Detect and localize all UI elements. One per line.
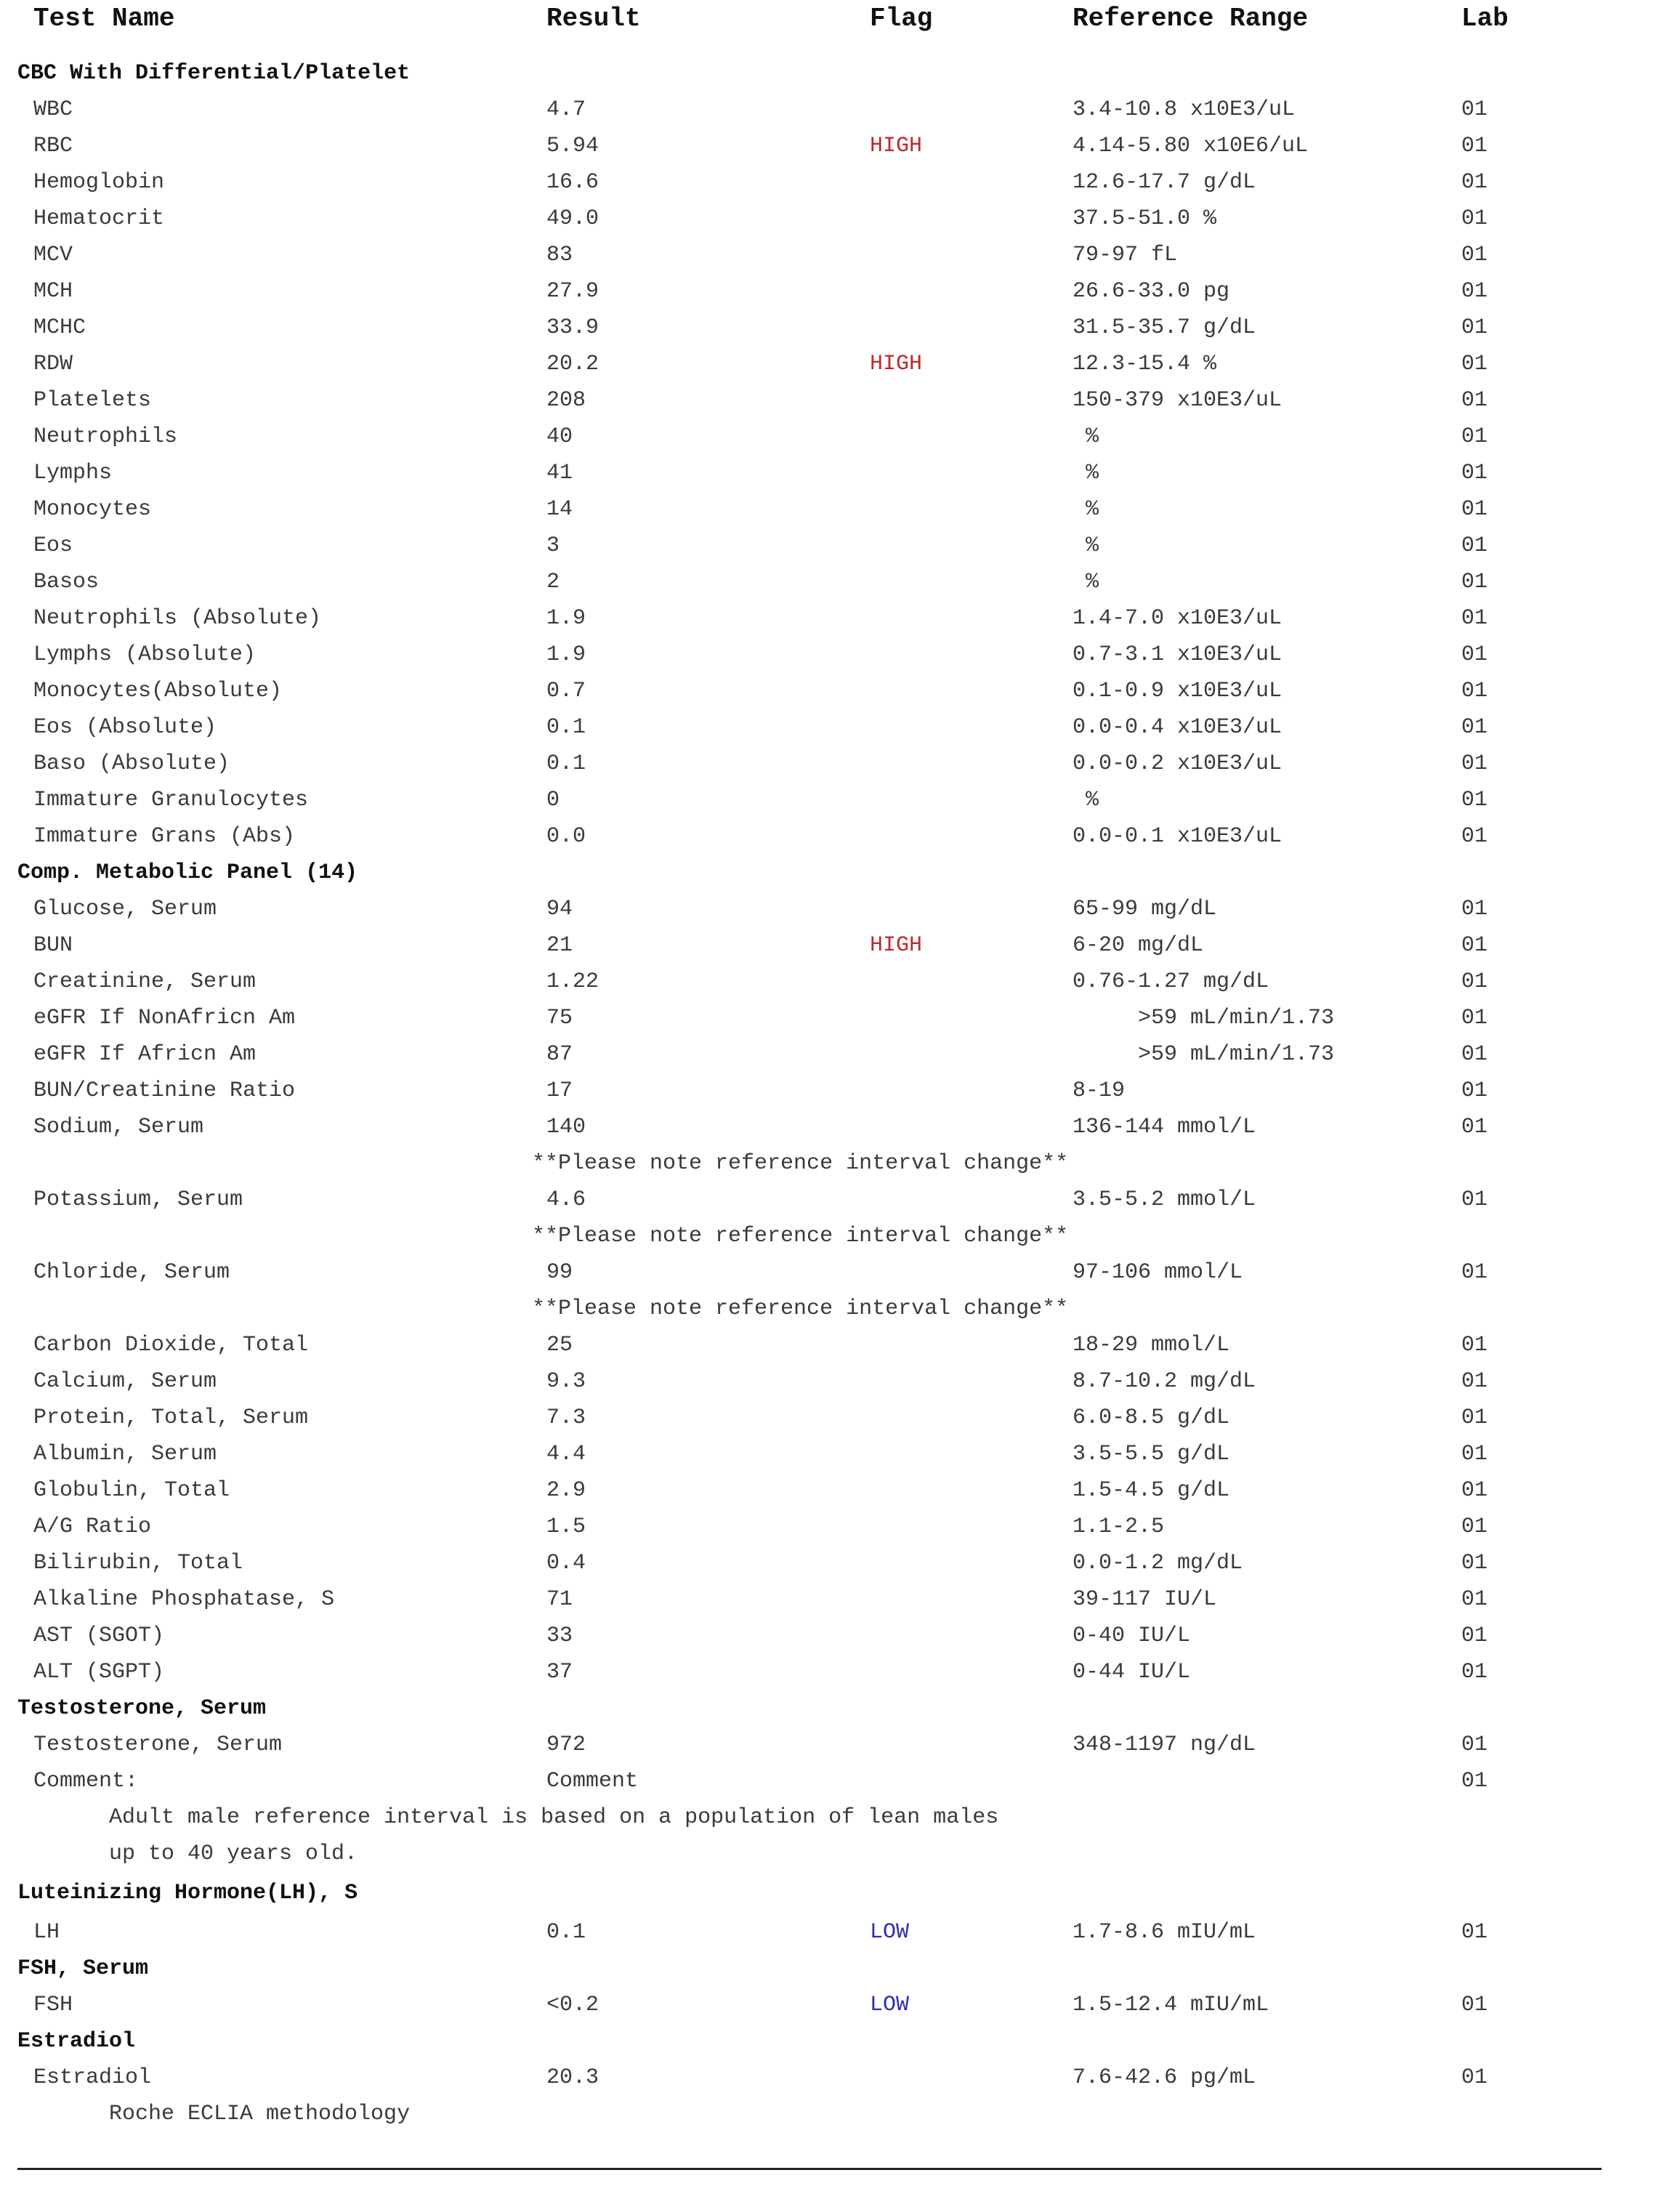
test-name: Neutrophils	[33, 424, 178, 449]
lab-code: 01	[1461, 1993, 1488, 2017]
reference-range: 0-44 IU/L	[1073, 1660, 1191, 1685]
result-value: 5.94	[546, 134, 599, 158]
reference-range: 97-106 mmol/L	[1073, 1260, 1243, 1285]
flag-value: LOW	[870, 1993, 910, 2017]
test-name: Platelets	[33, 388, 152, 413]
test-name: Testosterone, Serum	[33, 1733, 283, 1757]
result-row	[0, 608, 1680, 644]
result-row	[0, 1516, 1680, 1552]
test-name: RBC	[33, 134, 73, 158]
lab-code: 01	[1461, 1624, 1488, 1648]
reference-range: 0-40 IU/L	[1073, 1624, 1191, 1648]
result-value: 7.3	[546, 1405, 586, 1430]
reference-range: 31.5-35.7 g/dL	[1073, 315, 1256, 340]
test-name: Comment:	[33, 1769, 139, 1794]
reference-range: 3.4-10.8 x10E3/uL	[1073, 97, 1296, 122]
test-name: eGFR If NonAfricn Am	[33, 1006, 296, 1031]
result-value: 21	[546, 933, 573, 958]
test-name: Alkaline Phosphatase, S	[33, 1587, 335, 1612]
reference-range: 0.0-0.1 x10E3/uL	[1073, 824, 1283, 849]
result-row	[0, 1407, 1680, 1443]
result-row	[0, 426, 1680, 462]
lab-code: 01	[1461, 1551, 1488, 1576]
result-value: 0	[546, 788, 560, 812]
lab-code: 01	[1461, 933, 1488, 958]
section-title: Comp. Metabolic Panel (14)	[17, 860, 358, 885]
result-value: 2.9	[546, 1478, 586, 1503]
result-row	[0, 1371, 1680, 1407]
lab-code: 01	[1461, 1078, 1488, 1103]
result-row	[0, 2067, 1680, 2103]
result-row	[0, 1189, 1680, 1225]
test-name: AST (SGOT)	[33, 1624, 165, 1648]
reference-note: **Please note reference interval change**	[532, 1151, 1069, 1176]
result-row	[0, 1770, 1680, 1807]
test-name: BUN	[33, 933, 73, 958]
result-row	[0, 898, 1680, 935]
result-row	[0, 172, 1680, 208]
test-name: Creatinine, Serum	[33, 969, 257, 994]
result-value: 1.5	[546, 1515, 586, 1539]
test-name: Sodium, Serum	[33, 1115, 204, 1140]
test-name: ALT (SGPT)	[33, 1660, 165, 1685]
result-row	[0, 208, 1680, 244]
test-name: MCV	[33, 243, 73, 267]
result-value: 1.22	[546, 969, 599, 994]
result-value: 17	[546, 1078, 573, 1103]
result-row	[0, 1007, 1680, 1044]
test-name: Hematocrit	[33, 206, 165, 231]
lab-code: 01	[1461, 788, 1488, 812]
result-value: 83	[546, 243, 573, 267]
result-value: 4.4	[546, 1442, 586, 1467]
column-header-flag: Flag	[870, 4, 933, 33]
reference-range: 39-117 IU/L	[1073, 1587, 1217, 1612]
reference-note: **Please note reference interval change**	[532, 1224, 1069, 1249]
reference-range: 348-1197 ng/dL	[1073, 1733, 1256, 1757]
test-name: Protein, Total, Serum	[33, 1405, 309, 1430]
reference-range: 12.6-17.7 g/dL	[1073, 170, 1256, 195]
flag-value: LOW	[870, 1920, 910, 1945]
reference-note: **Please note reference interval change**	[532, 1296, 1069, 1321]
result-row	[0, 281, 1680, 317]
lab-code: 01	[1461, 1042, 1488, 1067]
test-name: Potassium, Serum	[33, 1187, 243, 1212]
test-name: Immature Grans (Abs)	[33, 824, 296, 849]
result-row	[0, 1921, 1680, 1958]
lab-code: 01	[1461, 570, 1488, 594]
result-value: 99	[546, 1260, 573, 1285]
reference-range: 1.4-7.0 x10E3/uL	[1073, 606, 1283, 631]
test-name: Bilirubin, Total	[33, 1551, 243, 1576]
reference-range: >59 mL/min/1.73	[1073, 1006, 1335, 1031]
lab-code: 01	[1461, 1187, 1488, 1212]
result-value: 1.9	[546, 606, 586, 631]
reference-range: %	[1073, 788, 1099, 812]
result-value: <0.2	[546, 1993, 599, 2017]
result-value: 75	[546, 1006, 573, 1031]
result-row	[0, 644, 1680, 680]
result-row	[0, 971, 1680, 1007]
result-row	[0, 1480, 1680, 1516]
test-name: Eos (Absolute)	[33, 715, 217, 740]
column-header-reference-range: Reference Range	[1073, 4, 1309, 33]
flag-value: HIGH	[870, 352, 923, 376]
reference-range: 18-29 mmol/L	[1073, 1333, 1230, 1358]
result-row	[0, 1443, 1680, 1480]
section-title: Testosterone, Serum	[17, 1696, 267, 1721]
reference-range: 0.0-1.2 mg/dL	[1073, 1551, 1243, 1576]
lab-code: 01	[1461, 97, 1488, 122]
reference-range: 136-144 mmol/L	[1073, 1115, 1256, 1140]
result-row	[0, 935, 1680, 971]
test-name: Carbon Dioxide, Total	[33, 1333, 309, 1358]
lab-code: 01	[1461, 751, 1488, 776]
lab-code: 01	[1461, 1369, 1488, 1394]
lab-code: 01	[1461, 969, 1488, 994]
lab-code: 01	[1461, 606, 1488, 631]
lab-code: 01	[1461, 679, 1488, 703]
result-row	[0, 99, 1680, 135]
result-row	[0, 789, 1680, 826]
result-value: 0.1	[546, 715, 586, 740]
test-name: Baso (Absolute)	[33, 751, 230, 776]
reference-range: 65-99 mg/dL	[1073, 897, 1217, 921]
test-name: Estradiol	[33, 2065, 152, 2090]
lab-code: 01	[1461, 1478, 1488, 1503]
flag-value: HIGH	[870, 134, 923, 158]
reference-range: %	[1073, 570, 1099, 594]
test-name: MCHC	[33, 315, 86, 340]
test-name: Hemoglobin	[33, 170, 165, 195]
result-row	[0, 1589, 1680, 1625]
lab-code: 01	[1461, 1442, 1488, 1467]
lab-code: 01	[1461, 1333, 1488, 1358]
reference-range: 79-97 fL	[1073, 243, 1178, 267]
test-name: Glucose, Serum	[33, 897, 217, 921]
test-name: Eos	[33, 533, 73, 558]
lab-code: 01	[1461, 315, 1488, 340]
test-name: MCH	[33, 279, 73, 304]
result-row	[0, 1661, 1680, 1698]
test-name: Chloride, Serum	[33, 1260, 230, 1285]
result-row	[0, 753, 1680, 789]
reference-range: 1.7-8.6 mIU/mL	[1073, 1920, 1256, 1945]
test-name: A/G Ratio	[33, 1515, 152, 1539]
result-value: 9.3	[546, 1369, 586, 1394]
lab-code: 01	[1461, 715, 1488, 740]
column-header-lab: Lab	[1461, 4, 1509, 33]
result-value: 3	[546, 533, 560, 558]
result-row	[0, 1262, 1680, 1298]
result-value: 49.0	[546, 206, 599, 231]
result-value: 71	[546, 1587, 573, 1612]
reference-range: 0.1-0.9 x10E3/uL	[1073, 679, 1283, 703]
lab-code: 01	[1461, 1587, 1488, 1612]
test-name: Calcium, Serum	[33, 1369, 217, 1394]
lab-code: 01	[1461, 134, 1488, 158]
lab-code: 01	[1461, 2065, 1488, 2090]
result-row	[0, 1116, 1680, 1153]
section-title: CBC With Differential/Platelet	[17, 61, 411, 86]
test-name: LH	[33, 1920, 60, 1945]
reference-range: 1.5-12.4 mIU/mL	[1073, 1993, 1269, 2017]
result-row	[0, 353, 1680, 390]
result-value: 0.4	[546, 1551, 586, 1576]
comment-text: Roche ECLIA methodology	[109, 2102, 411, 2126]
reference-range: 150-379 x10E3/uL	[1073, 388, 1283, 413]
result-row	[0, 390, 1680, 426]
lab-code: 01	[1461, 533, 1488, 558]
reference-range: 37.5-51.0 %	[1073, 206, 1217, 231]
result-value: 4.6	[546, 1187, 586, 1212]
reference-range: %	[1073, 497, 1099, 522]
reference-range: 6.0-8.5 g/dL	[1073, 1405, 1230, 1430]
test-name: Albumin, Serum	[33, 1442, 217, 1467]
lab-code: 01	[1461, 1660, 1488, 1685]
lab-code: 01	[1461, 1260, 1488, 1285]
lab-code: 01	[1461, 1006, 1488, 1031]
result-row	[0, 135, 1680, 172]
test-name: Neutrophils (Absolute)	[33, 606, 322, 631]
test-name: RDW	[33, 352, 73, 376]
result-value: 16.6	[546, 170, 599, 195]
result-value: 0.1	[546, 1920, 586, 1945]
reference-range: %	[1073, 424, 1099, 449]
bottom-rule	[17, 2168, 1602, 2170]
result-row	[0, 717, 1680, 753]
reference-range: 3.5-5.5 g/dL	[1073, 1442, 1230, 1467]
test-name: Lymphs	[33, 461, 113, 485]
result-value: 2	[546, 570, 560, 594]
lab-code: 01	[1461, 461, 1488, 485]
result-value: 140	[546, 1115, 586, 1140]
test-name: Globulin, Total	[33, 1478, 230, 1503]
result-value: 25	[546, 1333, 573, 1358]
reference-range: 0.76-1.27 mg/dL	[1073, 969, 1269, 994]
reference-range: 7.6-42.6 pg/mL	[1073, 2065, 1256, 2090]
result-value: Comment	[546, 1769, 639, 1794]
result-row	[0, 462, 1680, 499]
lab-code: 01	[1461, 1920, 1488, 1945]
result-value: 972	[546, 1733, 586, 1757]
test-name: WBC	[33, 97, 73, 122]
result-value: 0.1	[546, 751, 586, 776]
result-value: 208	[546, 388, 586, 413]
result-value: 4.7	[546, 97, 586, 122]
lab-code: 01	[1461, 1405, 1488, 1430]
reference-range: 12.3-15.4 %	[1073, 352, 1217, 376]
reference-range: 4.14-5.80 x10E6/uL	[1073, 134, 1309, 158]
test-name: Immature Granulocytes	[33, 788, 309, 812]
lab-code: 01	[1461, 1115, 1488, 1140]
lab-code: 01	[1461, 279, 1488, 304]
result-value: 20.3	[546, 2065, 599, 2090]
result-row	[0, 571, 1680, 608]
comment-text: Adult male reference interval is based on a population of lean males	[109, 1805, 999, 1830]
result-value: 33	[546, 1624, 573, 1648]
reference-range: 26.6-33.0 pg	[1073, 279, 1230, 304]
reference-range: 0.0-0.4 x10E3/uL	[1073, 715, 1283, 740]
result-value: 87	[546, 1042, 573, 1067]
result-value: 0.7	[546, 679, 586, 703]
test-name: eGFR If Africn Am	[33, 1042, 257, 1067]
test-name: FSH	[33, 1993, 73, 2017]
result-value: 41	[546, 461, 573, 485]
test-name: Monocytes	[33, 497, 152, 522]
lab-code: 01	[1461, 388, 1488, 413]
result-value: 1.9	[546, 642, 586, 667]
section-title: FSH, Serum	[17, 1956, 149, 1981]
reference-range: 0.7-3.1 x10E3/uL	[1073, 642, 1283, 667]
result-row	[0, 680, 1680, 717]
result-row	[0, 1334, 1680, 1371]
result-value: 33.9	[546, 315, 599, 340]
test-name: Lymphs (Absolute)	[33, 642, 257, 667]
reference-range: 6-20 mg/dL	[1073, 933, 1204, 958]
reference-range: 1.5-4.5 g/dL	[1073, 1478, 1230, 1503]
reference-range: 0.0-0.2 x10E3/uL	[1073, 751, 1283, 776]
test-name: Monocytes(Absolute)	[33, 679, 283, 703]
lab-code: 01	[1461, 243, 1488, 267]
result-row	[0, 244, 1680, 281]
lab-code: 01	[1461, 824, 1488, 849]
lab-code: 01	[1461, 352, 1488, 376]
lab-code: 01	[1461, 1515, 1488, 1539]
lab-code: 01	[1461, 424, 1488, 449]
reference-range: >59 mL/min/1.73	[1073, 1042, 1335, 1067]
test-name: Basos	[33, 570, 100, 594]
comment-text: up to 40 years old.	[109, 1842, 358, 1866]
result-row	[0, 1734, 1680, 1770]
reference-range: 1.1-2.5	[1073, 1515, 1165, 1539]
result-row	[0, 826, 1680, 862]
column-header-test-name: Test Name	[33, 4, 175, 33]
result-value: 0.0	[546, 824, 586, 849]
reference-range: 8-19	[1073, 1078, 1126, 1103]
section-title: Luteinizing Hormone(LH), S	[17, 1881, 358, 1905]
result-row	[0, 1080, 1680, 1116]
result-row	[0, 499, 1680, 535]
column-header-result: Result	[546, 4, 641, 33]
result-row	[0, 1044, 1680, 1080]
result-value: 94	[546, 897, 573, 921]
lab-code: 01	[1461, 642, 1488, 667]
flag-value: HIGH	[870, 933, 923, 958]
result-value: 14	[546, 497, 573, 522]
lab-code: 01	[1461, 206, 1488, 231]
result-value: 27.9	[546, 279, 599, 304]
lab-code: 01	[1461, 897, 1488, 921]
lab-code: 01	[1461, 1733, 1488, 1757]
reference-range: 3.5-5.2 mmol/L	[1073, 1187, 1256, 1212]
reference-range: %	[1073, 533, 1099, 558]
reference-range: %	[1073, 461, 1099, 485]
result-row	[0, 317, 1680, 353]
lab-code: 01	[1461, 170, 1488, 195]
result-value: 40	[546, 424, 573, 449]
result-row	[0, 535, 1680, 571]
result-row	[0, 1625, 1680, 1661]
result-value: 20.2	[546, 352, 599, 376]
section-title: Estradiol	[17, 2029, 136, 2054]
lab-code: 01	[1461, 1769, 1488, 1794]
result-row	[0, 1994, 1680, 2030]
reference-range: 8.7-10.2 mg/dL	[1073, 1369, 1256, 1394]
test-name: BUN/Creatinine Ratio	[33, 1078, 296, 1103]
lab-code: 01	[1461, 497, 1488, 522]
result-value: 37	[546, 1660, 573, 1685]
result-row	[0, 1552, 1680, 1589]
